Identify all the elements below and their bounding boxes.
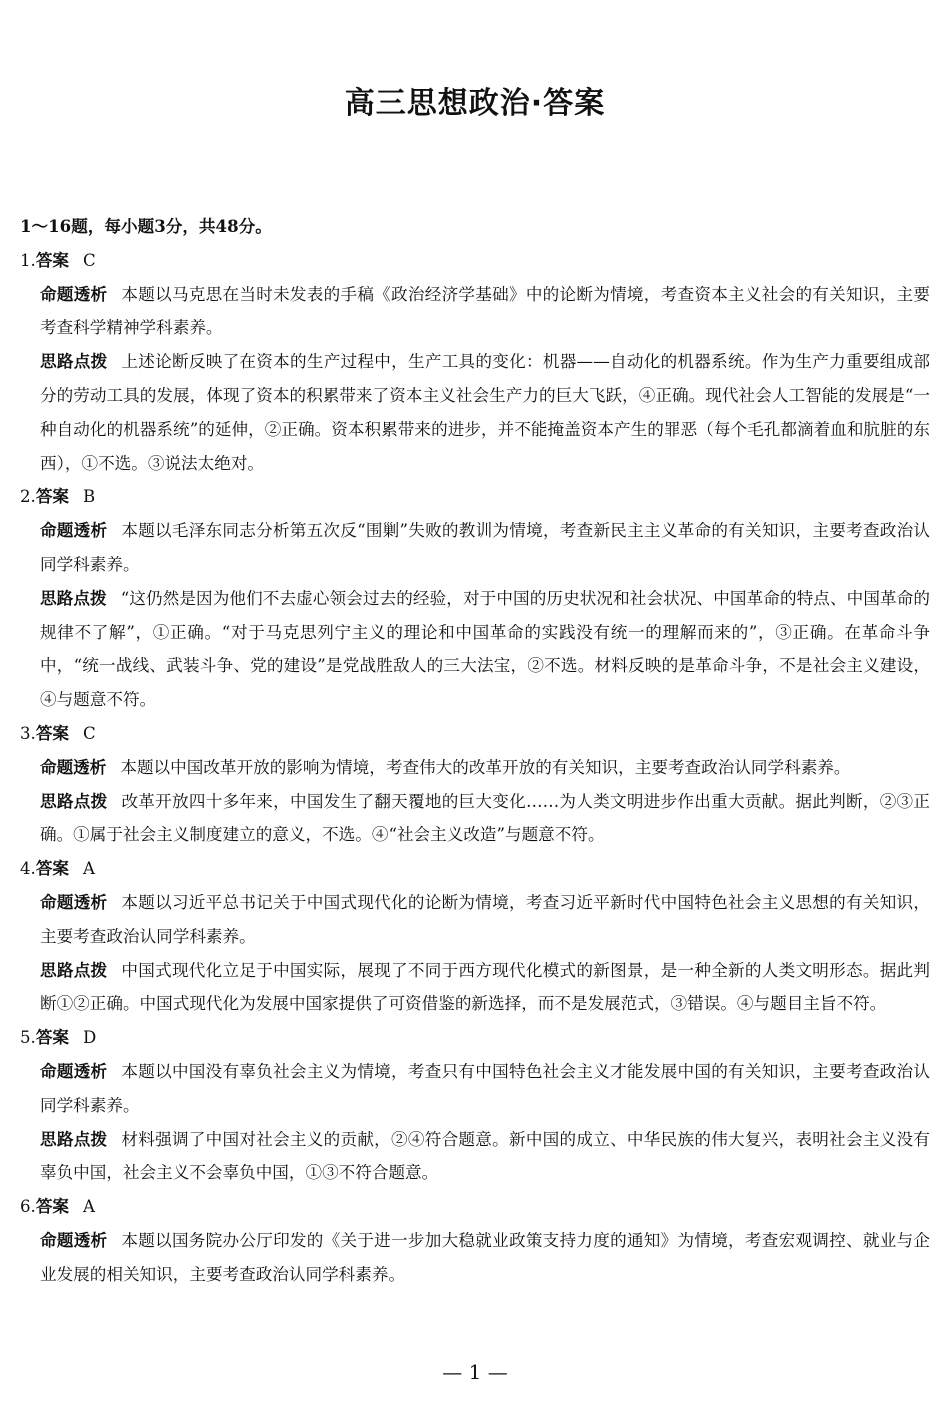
answer-label: 答案 (35, 723, 70, 743)
hint-text: 中国式现代化立足于中国实际，展现了不同于西方现代化模式的新图景，是一种全新的人类文明形态。据此判断①②正确。中国式现代化为发展中国家提供了可资借鉴的新选择，而不是发展范式，③错误。④与题目主旨不符。 (40, 960, 930, 1014)
answer-label: 答案 (35, 1197, 70, 1217)
answer-value: A (83, 859, 96, 879)
question-number: 3. (20, 723, 36, 743)
analysis-paragraph (20, 514, 930, 582)
hint-paragraph (20, 954, 930, 1022)
question-number: 1. (20, 250, 36, 270)
hint-tag: 思路点拨 (40, 960, 108, 980)
analysis-paragraph (20, 751, 930, 785)
question-answer-row (20, 1190, 930, 1224)
answer-content (20, 210, 930, 1292)
answer-value: C (83, 250, 96, 270)
analysis-text: 本题以马克思在当时未发表的手稿《政治经济学基础》中的论断为情境，考查资本主义社会的有关知识，主要考查科学精神学科素养。 (40, 284, 930, 338)
hint-paragraph (20, 345, 930, 480)
hint-paragraph (20, 1123, 930, 1191)
page-number: — 1 — (442, 1360, 508, 1384)
question-answer-row (20, 852, 930, 886)
hint-paragraph (20, 582, 930, 717)
question-number: 2. (20, 487, 36, 507)
hint-paragraph (20, 785, 930, 853)
page-title: 高三思想政治·答案 (344, 86, 606, 121)
analysis-text: 本题以毛泽东同志分析第五次反“围剿”失败的教训为情境，考查新民主主义革命的有关知识，主要考查政治认同学科素养。 (40, 521, 930, 574)
question-number: 4. (20, 859, 36, 879)
analysis-paragraph (20, 886, 930, 954)
analysis-paragraph (20, 1055, 930, 1123)
analysis-text: 本题以习近平总书记关于中国式现代化的论断为情境，考查习近平新时代中国特色社会主义思想的有关知识，主要考查政治认同学科素养。 (40, 892, 930, 946)
hint-text: 改革开放四十多年来，中国发生了翻天覆地的巨大变化……为人类文明进步作出重大贡献。据此判断，②③正确。①属于社会主义制度建立的意义，不选。④“社会主义改造”与题意不符。 (40, 791, 931, 845)
answer-label: 答案 (35, 250, 70, 270)
hint-tag: 思路点拨 (40, 352, 108, 372)
analysis-tag: 命题透析 (40, 892, 108, 912)
hint-tag: 思路点拨 (40, 1129, 108, 1149)
question-number: 6. (20, 1197, 36, 1217)
question-number: 5. (20, 1028, 36, 1048)
hint-text: 上述论断反映了在资本的生产过程中，生产工具的变化：机器——自动化的机器系统。作为生产力重要组成部分的劳动工具的发展，体现了资本的积累带来了资本主义社会生产力的巨大飞跃，④正确。现代社会人工智能的发展是“一种自动化的机器系统”的延伸，②正确。资本积累带来的进步，并不能掩盖资本产生的罪恶（每个毛孔都滴着血和肮脏的东西），①不选。③说法太绝对。 (40, 352, 931, 473)
hint-tag: 思路点拨 (40, 588, 107, 608)
question-answer-row (20, 1021, 930, 1055)
answer-value: C (83, 723, 96, 743)
analysis-text: 本题以国务院办公厅印发的《关于进一步加大稳就业政策支持力度的通知》为情境，考查宏观调控、就业与企业发展的相关知识，主要考查政治认同学科素养。 (40, 1230, 930, 1284)
answer-value: B (83, 487, 96, 507)
section-header: 1～16题，每小题3分，共48分。 (20, 216, 272, 236)
hint-tag: 思路点拨 (40, 791, 108, 811)
question-answer-row (20, 480, 930, 514)
answer-value: D (83, 1028, 97, 1048)
analysis-text: 本题以中国没有辜负社会主义为情境，考查只有中国特色社会主义才能发展中国的有关知识，主要考查政治认同学科素养。 (40, 1061, 930, 1115)
answer-label: 答案 (35, 859, 70, 879)
analysis-tag: 命题透析 (40, 757, 107, 777)
analysis-tag: 命题透析 (40, 521, 108, 541)
analysis-text: 本题以中国改革开放的影响为情境，考查伟大的改革开放的有关知识，主要考查政治认同学科素养。 (120, 757, 851, 777)
answer-value: A (83, 1197, 96, 1217)
question-answer-row (20, 244, 930, 278)
answer-label: 答案 (35, 1028, 70, 1048)
hint-text: 材料强调了中国对社会主义的贡献，②④符合题意。新中国的成立、中华民族的伟大复兴，表明社会主义没有辜负中国，社会主义不会辜负中国，①③不符合题意。 (40, 1129, 930, 1183)
analysis-tag: 命题透析 (40, 1230, 108, 1250)
hint-text: “这仍然是因为他们不去虚心领会过去的经验，对于中国的历史状况和社会状况、中国革命的特点、中国革命的规律不了解”，①正确。“对于马克思列宁主义的理论和中国革命的实践没有统一的理解而来的”，③正确。在革命斗争中，“统一战线、武装斗争、党的建设”是党战胜敌人的三大法宝，②不选。材料反映的是革命斗争，不是社会主义建设，④与题意不符。 (40, 588, 930, 710)
question-answer-row (20, 717, 930, 751)
answer-label: 答案 (35, 487, 70, 507)
analysis-tag: 命题透析 (40, 284, 108, 304)
analysis-paragraph (20, 1224, 930, 1292)
analysis-paragraph (20, 278, 930, 346)
analysis-tag: 命题透析 (40, 1061, 108, 1081)
